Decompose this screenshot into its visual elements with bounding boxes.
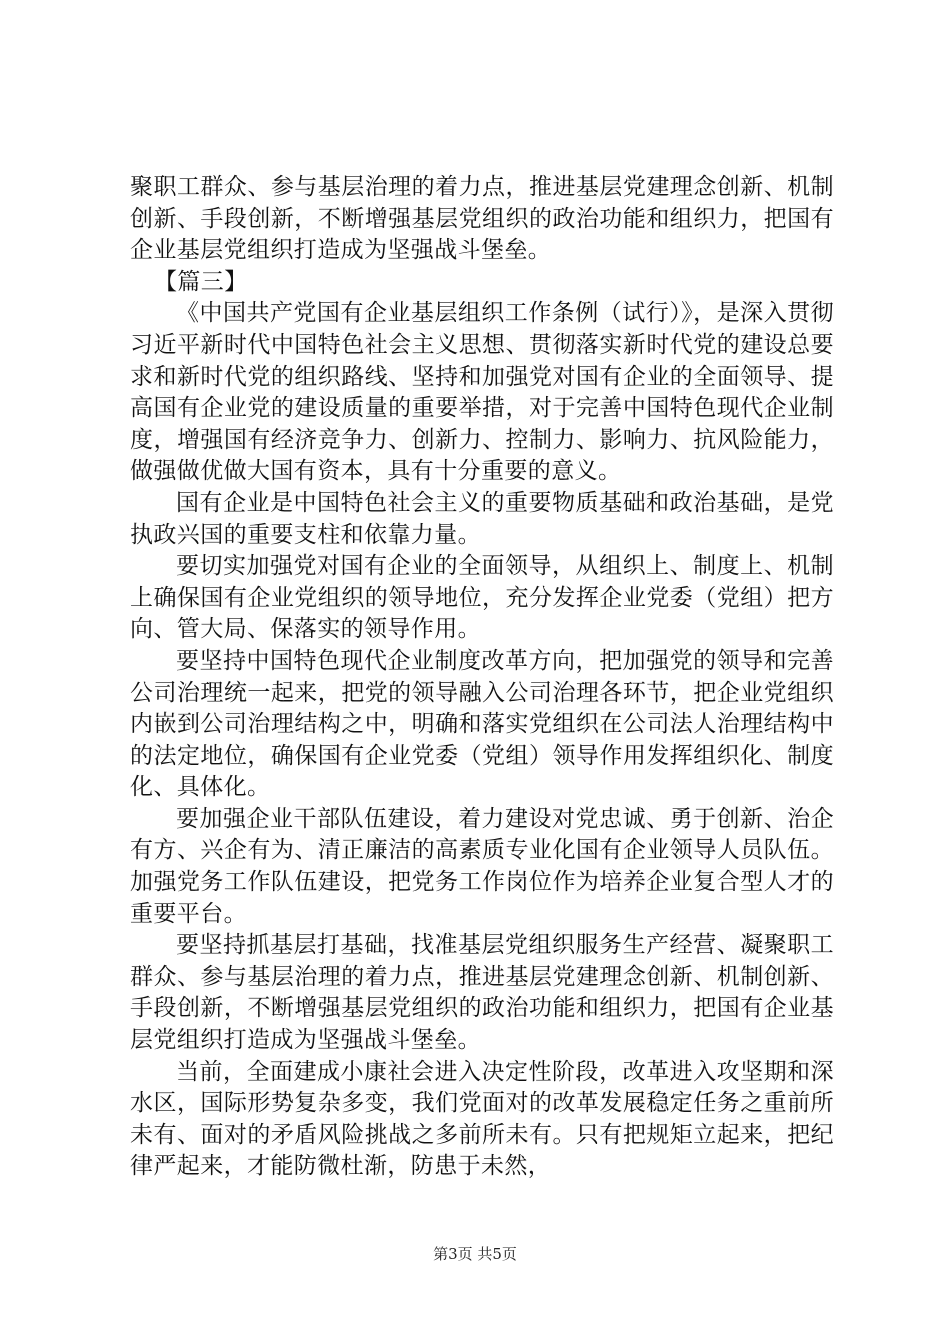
paragraph: 要加强企业干部队伍建设，着力建设对党忠诚、勇于创新、治企有方、兴企有为、清正廉洁的高素质专业化国有企业领导人员队伍。加强党务工作队伍建设，把党务工作岗位作为培养企业复合型人才的重要平台。 [130,805,834,927]
paragraph: 聚职工群众、参与基层治理的着力点，推进基层党建理念创新、机制创新、手段创新，不断增强基层党组织的政治功能和组织力，把国有企业基层党组织打造成为坚强战斗堡垒。 [130,174,834,264]
paragraph: 当前，全面建成小康社会进入决定性阶段，改革进入攻坚期和深水区，国际形势复杂多变，我们党面对的改革发展稳定任务之重前所未有、面对的矛盾风险挑战之多前所未有。只有把规矩立起来，把纪律严起来，才能防微杜渐，防患于未然， [130,1058,834,1180]
paragraph: 《中国共产党国有企业基层组织工作条例（试行）》，是深入贯彻习近平新时代中国特色社会主义思想、贯彻落实新时代党的建设总要求和新时代党的组织路线、坚持和加强党对国有企业的全面领导、提高国有企业党的建设质量的重要举措，对于完善中国特色现代企业制度，增强国有经济竞争力、创新力、控制力、影响力、抗风险能力，做强做优做大国有资本，具有十分重要的意义。 [130,300,834,485]
document-body [130,172,834,1183]
page-number-footer: 第3页 共5页 [433,1245,517,1263]
paragraph: 国有企业是中国特色社会主义的重要物质基础和政治基础，是党执政兴国的重要支柱和依靠力量。 [130,489,834,548]
paragraph: 要切实加强党对国有企业的全面领导，从组织上、制度上、机制上确保国有企业党组织的领导地位，充分发挥企业党委（党组）把方向、管大局、保落实的领导作用。 [130,553,834,643]
section-heading: 【篇三】 [154,268,248,295]
paragraph: 要坚持中国特色现代企业制度改革方向，把加强党的领导和完善公司治理统一起来，把党的领导融入公司治理各环节，把企业党组织内嵌到公司治理结构之中，明确和落实党组织在公司法人治理结构中的法定地位，确保国有企业党委（党组）领导作用发挥组织化、制度化、具体化。 [130,647,834,801]
paragraph: 要坚持抓基层打基础，找准基层党组织服务生产经营、凝聚职工群众、参与基层治理的着力点，推进基层党建理念创新、机制创新、手段创新，不断增强基层党组织的政治功能和组织力，把国有企业基层党组织打造成为坚强战斗堡垒。 [130,932,834,1054]
